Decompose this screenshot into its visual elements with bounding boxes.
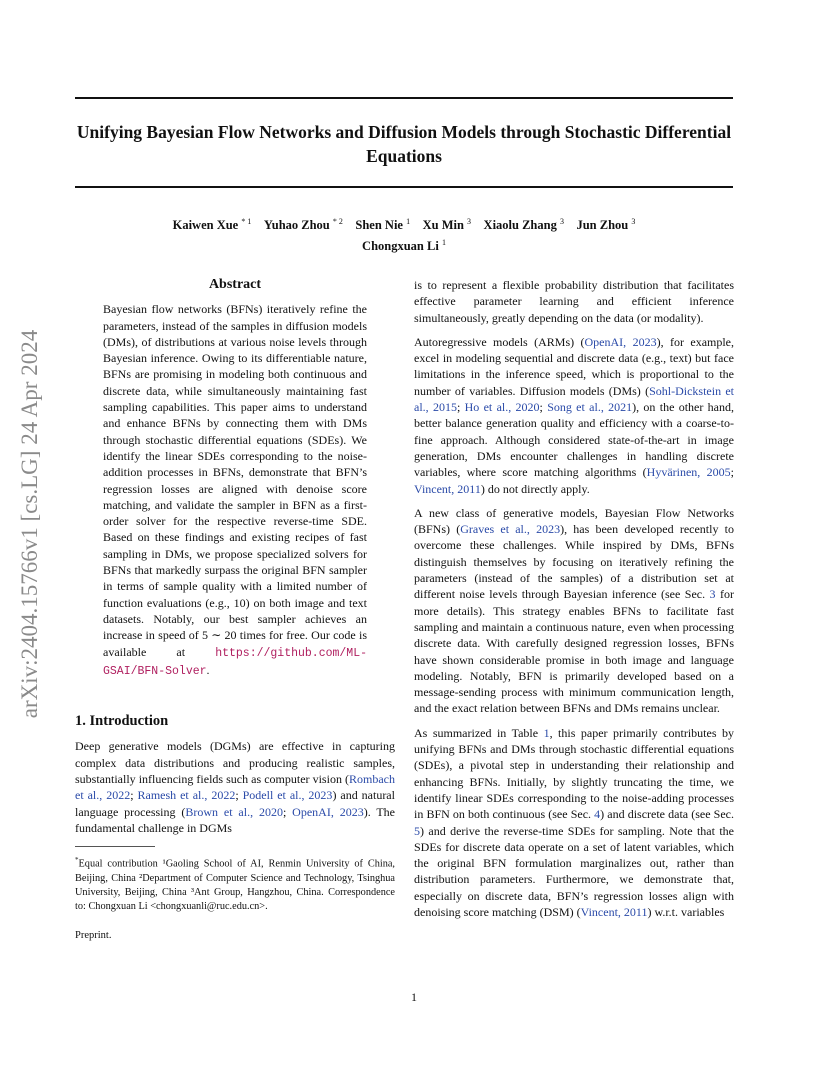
citation-link[interactable]: Rombach et al., 2022 [75,772,395,803]
body-paragraph [414,277,734,326]
paragraph-text: ), has been developed recently to overcome these challenges. While inspired by DMs, BFNs distinguish themselves by focusing on iteratively refining the parameters (instead of the samples) of a distribution set at different noise levels through Bayesian inference (see Sec. [414,522,734,602]
paragraph-text: ) and discrete data (see Sec. [600,807,734,822]
citation-link[interactable]: OpenAI, 2023 [584,334,657,349]
preprint-label: Preprint. [75,929,112,941]
author-name: Xiaolu Zhang $^3$ [483,217,564,233]
title-rule [75,186,733,188]
citation-link[interactable]: 1 [543,725,550,740]
abstract-heading: Abstract [208,277,262,292]
paragraph-text: As summarized in Table [414,725,544,740]
citation-link[interactable]: Graves et al., 2023 [460,522,561,537]
author-affiliation-mark: 3 [559,217,564,226]
paragraph-text: ; [282,804,293,819]
author-list [75,213,733,255]
intro-heading: 1. Introduction [75,713,169,730]
paper-title: Unifying Bayesian Flow Networks and Diffusion Models through Stochastic Differential Equations [76,122,732,166]
citation-link[interactable]: 5 [414,823,420,838]
paragraph-text: ; [456,400,465,415]
paragraph-text: ; [235,788,243,803]
paragraph-text: ; [539,400,548,415]
footnote: *Equal contribution ¹Gaoling School of AI, Renmin University of China, Beijing, China ²Department of Computer Science and Technology, Tsinghua University, Beijing, China ³Ant Group, Hangzhou, China. Correspondence to: Chongxuan Li <chongxuanli@ruc.edu.cn>. [75,856,395,912]
intro-paragraph [75,738,395,836]
paragraph-text: ), for example, excel in modeling sequential and discrete data (e.g., text) but face limitations in the inference speed, which is proportional to the number of variables. Diffusion models (DMs) ( [414,334,735,398]
paragraph-text: is to represent a flexible probability distribution that facilitates effective parameter learning and efficient inference simultaneously, greatly depending on the data (or modality). [414,278,734,325]
citation-link[interactable]: Hyvärinen, 2005 [646,465,731,480]
author-name: Kaiwen Xue $^{* 1}$ [172,217,252,233]
right-column [414,277,734,920]
page-number: 1 [411,990,417,1004]
footnote-rule [75,846,155,847]
author-name: Yuhao Zhou $^{* 2}$ [263,217,343,233]
author-affiliation-mark: * 1 [241,217,252,226]
paragraph-text: ) and derive the reverse-time SDEs for sampling. Note that the SDEs for discrete data operate on a set of latent variables, which the original BFN formulation marginalizes out, rather than distribution parameters. Furthermore, we demonstrate that, especially on discrete data, BFN’s regression losses align with denoising score matching (DSM) ( [414,823,734,919]
paragraph-text: ), on the other hand, better balance generation quality and efficiency with a coarse-to-fine approach. Although considered state-of-the-art in image generation, DMs encounter challenges in handling discrete variables, where score matching algorithms ( [414,400,734,480]
author-name: Xu Min $^3$ [422,217,472,233]
author-affiliation-mark: 1 [441,238,446,248]
author-name: Jun Zhou $^3$ [576,217,636,233]
paragraph-text: ) do not directly apply. [480,481,590,496]
abstract-end: . [206,662,210,677]
author-affiliation-mark: 1 [406,217,411,226]
citation-link[interactable]: 4 [594,807,601,822]
citation-link[interactable]: OpenAI, 2023 [292,804,364,819]
paragraph-text: ) and natural language processing ( [75,788,395,819]
left-column [75,277,395,944]
citation-link[interactable]: 3 [709,587,716,602]
body-paragraph [414,725,734,921]
paragraph-text: for more details). This strategy enables BFNs to facilitate fast sampling and maintain a continuous nature, even when processing discrete data. With carefully designed regression losses, BFNs have shown considerable promise in both image and language modeling. Notably, BFN is primarily developed based on a message-sending process with minimum communication length, and the exact relation between BFNs and DMs remains unclear. [414,587,734,716]
paragraph-text: ; [130,788,138,803]
abstract-text: Bayesian flow networks (BFNs) iteratively refine the parameters, instead of the samples in diffusion models (DMs), of distributions at various noise levels through Bayesian inference. Owing to its differentiable nature, BFNs are promising in modeling both continuous and discrete data, while simultaneously maintaining fast sampling capabilities. This paper aims to understand and enhance BFNs by connecting them with DMs through stochastic differential equations (SDEs). We identify the linear SDEs corresponding to the noise-addition processes in BFNs, demonstrate that BFN’s regression losses are aligned with denoise score matching, and validate the sampler in BFN as a first-order solver for the respective reverse-time SDE. Based on these findings and existing recipes of fast sampling in DMs, we propose specialized solvers for BFNs that markedly surpass the original BFN sampler in terms of sample quality with a limited number of function evaluations (e.g., 10) on both image and text datasets. Notably, our best sampler achieves an increase in speed of 5 ∼ 20 times for free. Our code is available at [103,302,367,659]
top-rule [75,97,733,99]
citation-link[interactable]: Ho et al., 2020 [464,400,540,415]
citation-link[interactable]: Podell et al., 2023 [242,788,333,803]
citation-link[interactable]: Brown et al., 2020 [185,804,283,819]
paragraph-text: ; [730,465,734,480]
body-paragraph [414,334,734,497]
paragraph-text: ) w.r.t. variables [647,904,725,919]
citation-link[interactable]: Vincent, 2011 [580,904,648,919]
author-name: Chongxuan Li $^1$ [362,238,446,254]
citation-link[interactable]: Song et al., 2021 [547,400,633,415]
citation-link[interactable]: Sohl-Dickstein et al., 2015 [414,383,735,415]
paragraph-text: A new class of generative models, Bayesian Flow Networks (BFNs) ( [414,505,734,537]
paragraph-text: Autoregressive models (ARMs) ( [414,334,585,349]
author-affiliation-mark: 3 [467,217,472,226]
body-paragraph [414,505,734,717]
author-name: Shen Nie $^1$ [355,217,411,233]
author-affiliation-mark: 3 [631,217,636,226]
author-affiliation-mark: * 2 [332,217,343,226]
paragraph-text: , this paper primarily contributes by unifying BFNs and DMs through stochastic differential equations (SDEs), a pivotal step in understanding their relationship and enhancing BFNs. Initially, by slightly truncating the time, we identify linear SDEs corresponding to the noise-adding processes in BFN on both continuous (see Sec. [414,725,734,822]
abstract-body [75,301,395,680]
citation-link[interactable]: Vincent, 2011 [414,481,481,496]
code-link[interactable]: https://github.com/ML-GSAI/BFN-Solver [103,646,368,678]
arxiv-watermark [10,286,50,762]
citation-link[interactable]: Ramesh et al., 2022 [137,788,236,803]
paragraph-text: Deep generative models (DGMs) are effective in capturing complex data distributions and producing realistic samples, substantially influencing fields such as computer vision ( [75,739,395,787]
arxiv-id: arXiv:2404.15766v1 [cs.LG] 24 Apr 2024 [17,329,42,719]
paragraph-text: ). The fundamental challenge in DGMs [75,804,396,835]
footnote-text: Equal contribution ¹Gaoling School of AI, Renmin University of China, Beijing, China ²Department of Computer Science and Technology, Tsinghua University, Beijing, China ³Ant Group, Hangzhou, China. Correspondence to: Chongxuan Li <chongxuanli@ruc.edu.cn>. [75,858,395,912]
